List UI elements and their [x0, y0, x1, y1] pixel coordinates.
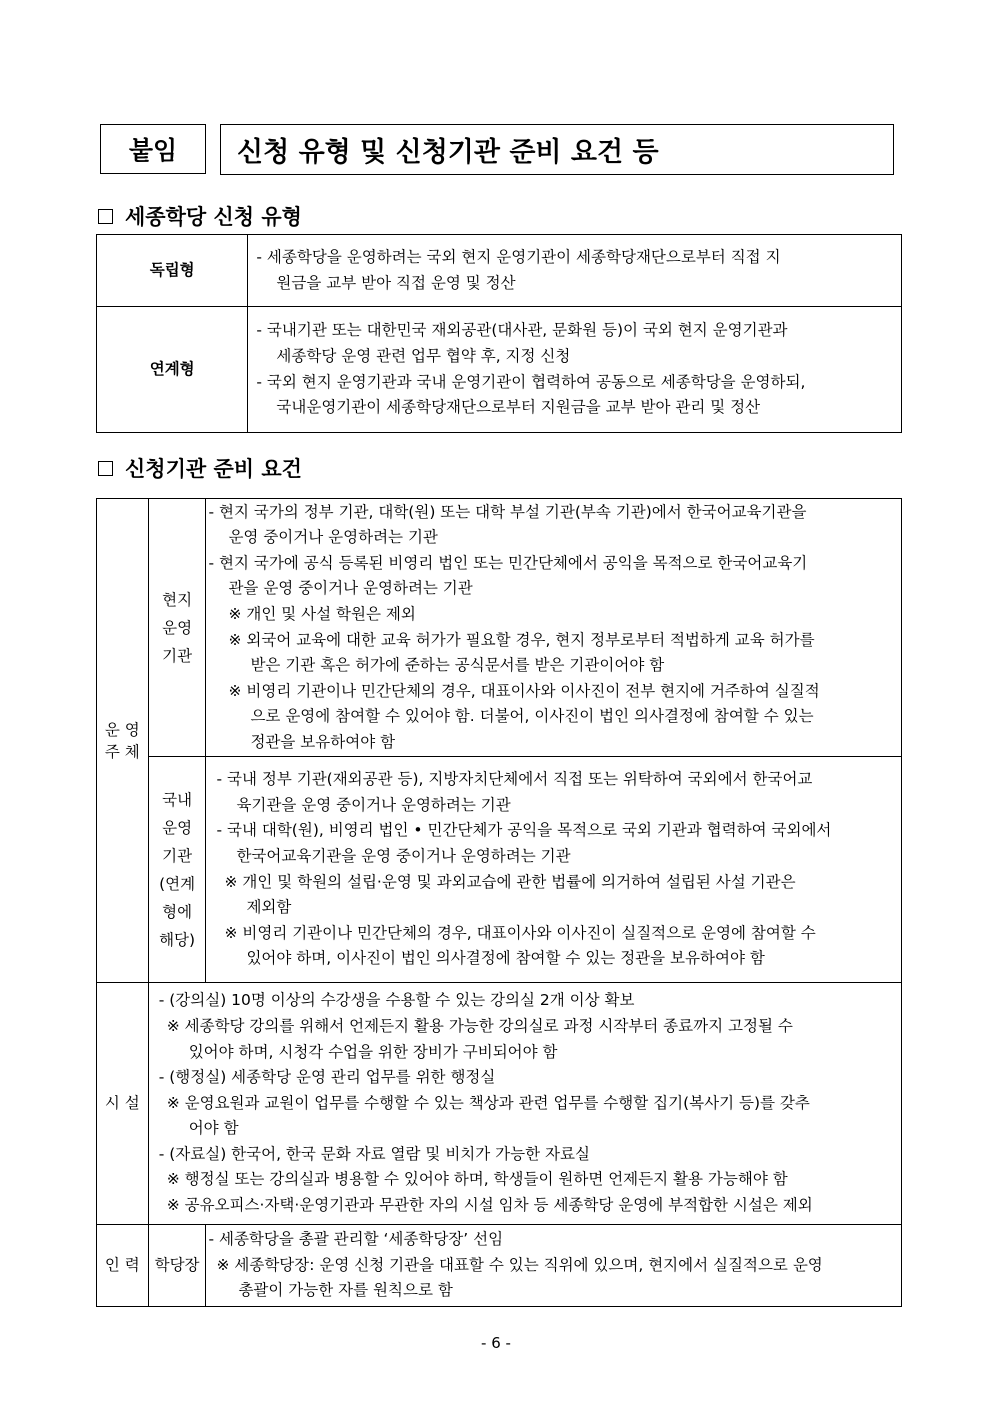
row-content — [248, 235, 902, 307]
label-line: 현지 — [162, 590, 193, 609]
label-line: 국내 — [162, 790, 193, 809]
requirements-table — [96, 498, 902, 1307]
text-line: 한국어교육기관을 운영 중이거나 운영하려는 기관 — [236, 846, 571, 865]
text-line: 세종학당 운영 관련 업무 협약 후, 지정 신청 — [276, 346, 571, 365]
label-line: 운 영 — [104, 720, 140, 739]
text-line: - 세종학당을 총괄 관리할 ‘세종학당장’ 선임 — [208, 1230, 504, 1249]
text-line: ※ 세종학당 강의를 위해서 언제든지 활용 가능한 강의실로 과정 시작부터 종료까지 고정될 수 — [166, 1016, 793, 1035]
table-row — [97, 499, 902, 757]
text-line: ※ 개인 및 학원의 설립·운영 및 과외교습에 관한 법률에 의거하여 설립된 사설 기관은 — [224, 872, 796, 891]
facility-label: 시 설 — [97, 983, 149, 1225]
page-number: - 6 - — [481, 1334, 511, 1352]
label-line: (연계 — [159, 874, 196, 893]
text-line: 육기관을 운영 중이거나 운영하려는 기관 — [236, 795, 511, 814]
row-label: 연계형 — [97, 307, 248, 433]
text-line: 으로 운영에 참여할 수 있어야 함. 더불어, 이사진이 법인 의사결정에 참여할 수 있는 — [250, 707, 814, 726]
text-line: - (강의실) 10명 이상의 수강생을 수용할 수 있는 강의실 2개 이상 확보 — [158, 991, 635, 1010]
row-label: 독립형 — [97, 235, 248, 307]
text-line: 받은 기관 혹은 허가에 준하는 공식문서를 받은 기관이어야 함 — [250, 656, 665, 675]
table-row — [97, 983, 902, 1225]
table-row — [97, 1225, 902, 1307]
table-row — [97, 757, 902, 983]
text-line: ※ 개인 및 사설 학원은 제외 — [228, 604, 416, 623]
text-line: - 현지 국가의 정부 기관, 대학(원) 또는 대학 부설 기관(부속 기관)에서 한국어교육기관을 — [208, 502, 807, 521]
label-line: 형에 — [162, 902, 193, 921]
text-line: - 세종학당을 운영하려는 국외 현지 운영기관이 세종학당재단으로부터 직접 지 — [256, 247, 781, 266]
text-line: ※ 공유오피스·자택·운영기관과 무관한 자의 시설 임차 등 세종학당 운영에 부적합한 시설은 제외 — [166, 1196, 813, 1215]
text-line: - 국내 정부 기관(재외공관 등), 지방자치단체에서 직접 또는 위탁하여 국외에서 한국어교 — [216, 770, 813, 789]
label-line: 운영 — [162, 618, 193, 637]
label-line: 운영 — [162, 818, 193, 837]
section-heading-types — [98, 202, 302, 230]
table-row — [97, 307, 902, 433]
checkbox-square-icon — [98, 461, 113, 476]
attachment-tag: 붙임 — [100, 124, 206, 174]
text-line: 제외함 — [246, 898, 292, 917]
section-heading-text: 세종학당 신청 유형 — [125, 205, 302, 229]
page-title: 신청 유형 및 신청기관 준비 요건 등 — [220, 124, 894, 175]
text-line: ※ 비영리 기관이나 민간단체의 경우, 대표이사와 이사진이 실질적으로 운영에 참여할 수 — [224, 923, 816, 942]
text-line: 있어야 하며, 시청각 수업을 위한 장비가 구비되어야 함 — [188, 1042, 558, 1061]
domestic-operator-label — [148, 757, 206, 983]
text-line: 정관을 보유하여야 함 — [250, 732, 396, 751]
operator-label — [97, 499, 149, 983]
table-row — [97, 235, 902, 307]
label-line: 주 체 — [104, 742, 140, 761]
text-line: 있어야 하며, 이사진이 법인 의사결정에 참여할 수 있는 정관을 보유하여야 함 — [246, 949, 765, 968]
text-line: 어야 함 — [188, 1119, 239, 1138]
label-line: 기관 — [162, 846, 193, 865]
facility-content — [148, 983, 901, 1225]
checkbox-square-icon — [98, 209, 113, 224]
staff-content — [206, 1225, 902, 1307]
local-operator-content — [206, 499, 902, 757]
section-heading-text: 신청기관 준비 요건 — [125, 457, 302, 481]
text-line: 운영 중이거나 운영하려는 기관 — [228, 528, 438, 547]
label-line: 기관 — [162, 646, 193, 665]
label-line: 해당) — [159, 930, 196, 949]
domestic-operator-content — [206, 757, 902, 983]
text-line: ※ 외국어 교육에 대한 교육 허가가 필요할 경우, 현지 정부로부터 적법하게 교육 허가를 — [228, 630, 815, 649]
text-line: ※ 행정실 또는 강의실과 병용할 수 있어야 하며, 학생들이 원하면 언제든지 활용 가능해야 함 — [166, 1170, 788, 1189]
text-line: 국내운영기관이 세종학당재단으로부터 지원금을 교부 받아 관리 및 정산 — [276, 398, 761, 417]
text-line: - 국외 현지 운영기관과 국내 운영기관이 협력하여 공동으로 세종학당을 운영하되, — [256, 372, 806, 391]
text-line: 관을 운영 중이거나 운영하려는 기관 — [228, 579, 473, 598]
local-operator-label — [148, 499, 206, 757]
text-line: ※ 세종학당장: 운영 신청 기관을 대표할 수 있는 직위에 있으며, 현지에서 실질적으로 운영 — [216, 1255, 823, 1274]
text-line: - 국내기관 또는 대한민국 재외공관(대사관, 문화원 등)이 국외 현지 운영기관과 — [256, 321, 788, 340]
text-line: - (행정실) 세종학당 운영 관리 업무를 위한 행정실 — [158, 1068, 496, 1087]
types-table — [96, 234, 902, 433]
text-line: - 국내 대학(원), 비영리 법인 • 민간단체가 공익을 목적으로 국외 기관과 협력하여 국외에서 — [216, 821, 832, 840]
text-line: - 현지 국가에 공식 등록된 비영리 법인 또는 민간단체에서 공익을 목적으로 한국어교육기 — [208, 553, 808, 572]
staff-label: 인 력 — [97, 1225, 149, 1307]
text-line: ※ 운영요원과 교원이 업무를 수행할 수 있는 책상과 관련 업무를 수행할 집기(복사기 등)를 갖추 — [166, 1093, 810, 1112]
row-content — [248, 307, 902, 433]
text-line: 총괄이 가능한 자를 원칙으로 함 — [238, 1281, 453, 1300]
text-line: ※ 비영리 기관이나 민간단체의 경우, 대표이사와 이사진이 전부 현지에 거주하여 실질적 — [228, 681, 820, 700]
director-label: 학당장 — [148, 1225, 206, 1307]
text-line: 원금을 교부 받아 직접 운영 및 정산 — [276, 273, 516, 292]
section-heading-requirements — [98, 454, 302, 482]
text-line: - (자료실) 한국어, 한국 문화 자료 열람 및 비치가 가능한 자료실 — [158, 1144, 590, 1163]
